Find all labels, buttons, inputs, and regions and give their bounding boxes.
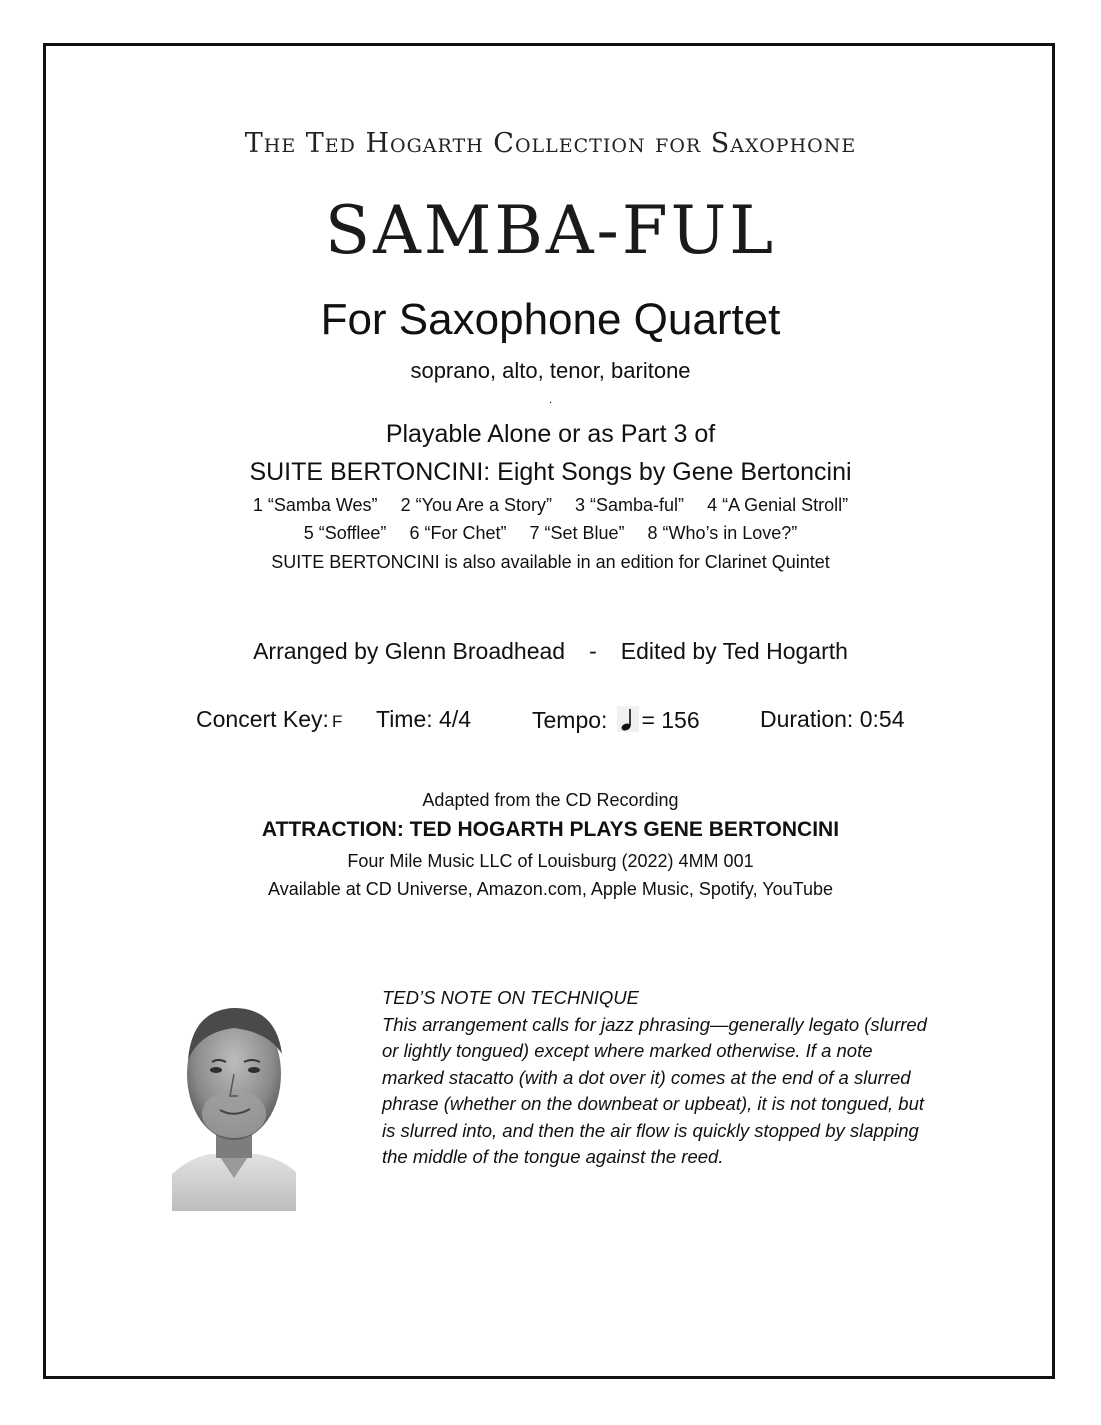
technique-note-line: or lightly tongued) except where marked otherwise. If a note [382,1040,873,1061]
credits-line [0,638,1101,665]
technique-note-line: This arrangement calls for jazz phrasing—generally legato (slurred [382,1013,927,1035]
technique-note-line: the middle of the tongue against the reed. [382,1146,724,1167]
technique-note-line: is slurred into, and then the air flow is quickly stopped by slapping [382,1119,919,1141]
tempo-value: = 156 [641,707,700,733]
song-item: 5 “Sofflee” [303,523,387,543]
song-item: 3 “Samba-ful” [575,495,685,515]
playable-line: Playable Alone or as Part 3 of [385,420,716,448]
song-item: 6 “For Chet” [409,523,507,543]
concert-key [196,706,342,733]
time-signature: Time: 4/4 [376,706,472,732]
concert-key-label: Concert Key: [196,706,329,732]
song-item: 4 “A Genial Stroll” [707,495,849,515]
instrument-list: soprano, alto, tenor, baritone [410,358,691,383]
record-label: Four Mile Music LLC of Louisburg (2022) 4MM 001 [347,851,754,871]
duration: Duration: 0:54 [760,706,905,732]
song-item: 8 “Who’s in Love?” [647,523,798,543]
technique-note-line: phrase (whether on the downbeat or upbeat), it is not tongued, but [382,1093,925,1114]
tempo [532,706,700,734]
technique-note-heading: TED’S NOTE ON TECHNIQUE [382,987,639,1008]
tempo-label: Tempo: [532,707,608,733]
ensemble-subtitle: For Saxophone Quartet [320,295,781,344]
song-list-row-1 [0,495,1101,516]
technique-note [382,985,992,1171]
song-item: 1 “Samba Wes” [252,495,378,515]
availability-line: Available at CD Universe, Amazon.com, Apple Music, Spotify, YouTube [268,879,833,899]
song-item: 7 “Set Blue” [529,523,625,543]
collection-title: The Ted Hogarth Collection for Saxophone [244,128,857,159]
also-available-note: SUITE BERTONCINI is also available in an edition for Clarinet Quintet [271,552,830,572]
separator-dot: . [548,392,553,406]
song-list-row-2 [0,523,1101,544]
adapted-from: Adapted from the CD Recording [422,790,679,810]
credits-separator: - [589,638,597,664]
quarter-note-icon [617,706,639,732]
editor-credit: Edited by Ted Hogarth [620,638,848,664]
song-item: 2 “You Are a Story” [400,495,552,515]
concert-key-value: F [331,712,343,731]
suite-title: SUITE BERTONCINI: Eight Songs by Gene Bertoncini [249,458,852,486]
arranger-credit: Arranged by Glenn Broadhead [253,638,566,664]
piece-title: SAMBA-FUL [324,192,777,269]
technique-note-line: marked stacatto (with a dot over it) comes at the end of a slurred [382,1066,911,1088]
album-title: ATTRACTION: TED HOGARTH PLAYS GENE BERTONCINI [261,818,840,841]
author-photo [172,996,296,1211]
